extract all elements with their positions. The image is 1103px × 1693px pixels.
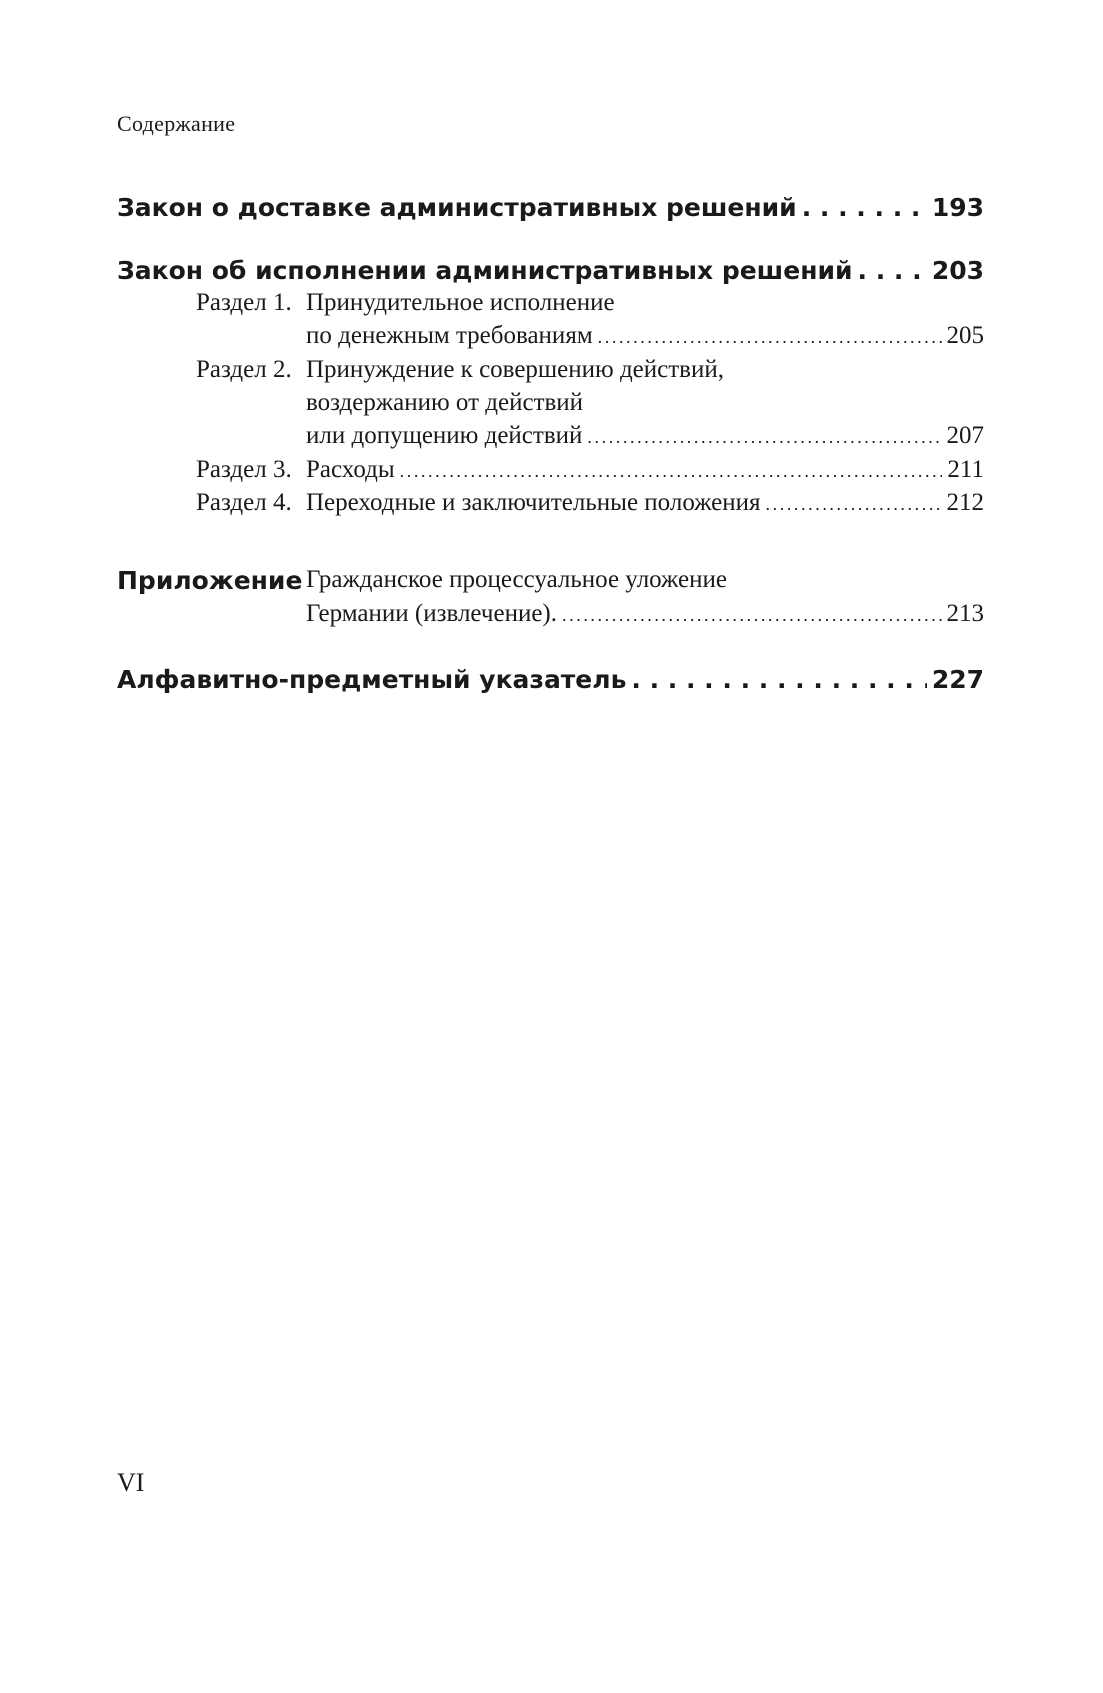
toc-section-title-line: по денежным требованиям bbox=[306, 322, 593, 349]
toc-section-title-line: или допущению действий bbox=[306, 422, 583, 449]
toc-section-page: 207 bbox=[946, 422, 984, 449]
toc-entry-enforcement-law[interactable] bbox=[117, 256, 984, 285]
toc-entry-page: 193 bbox=[931, 193, 984, 222]
toc-entry-page: 203 bbox=[931, 256, 984, 285]
dot-leader bbox=[631, 665, 926, 694]
toc-section-title-line: Переходные и заключительные положения bbox=[306, 489, 761, 516]
toc-section-label: Раздел 2. bbox=[196, 356, 292, 383]
toc-entry-title: Алфавитно-предметный указатель bbox=[117, 665, 627, 694]
toc-section-title-line[interactable]: Принуждение к совершению действий, bbox=[306, 356, 724, 383]
dot-leader bbox=[598, 327, 942, 348]
toc-section-3[interactable] bbox=[306, 456, 984, 484]
toc-section-label: Раздел 4. bbox=[196, 489, 292, 516]
dot-leader bbox=[858, 256, 927, 285]
toc-appendix-title-line[interactable]: Гражданское процессуальное уложение bbox=[306, 566, 727, 593]
toc-entry-title: Закон о доставке административных решений bbox=[117, 193, 797, 222]
toc-appendix-page: 213 bbox=[946, 600, 984, 627]
toc-section-page: 211 bbox=[947, 456, 984, 483]
toc-section-title-line[interactable]: воздержанию от действий bbox=[306, 389, 584, 416]
toc-section-4[interactable] bbox=[306, 489, 984, 517]
dot-leader bbox=[587, 427, 941, 448]
toc-entry-delivery-law[interactable] bbox=[117, 193, 984, 222]
toc-section-title-line: Расходы bbox=[306, 456, 395, 483]
toc-section-2[interactable] bbox=[306, 422, 984, 450]
page-folio: VI bbox=[117, 1468, 145, 1497]
toc-appendix-label: Приложение bbox=[117, 566, 303, 595]
toc-entry-subject-index[interactable] bbox=[117, 665, 984, 694]
toc-entry-page: 227 bbox=[931, 665, 984, 694]
dot-leader bbox=[802, 193, 927, 222]
toc-section-page: 205 bbox=[946, 322, 984, 349]
toc-section-title-line[interactable]: Принудительное исполнение bbox=[306, 289, 615, 316]
dot-leader bbox=[562, 605, 941, 626]
toc-entry-title: Закон об исполнении административных решений bbox=[117, 256, 853, 285]
toc-appendix-title-line: Германии (извлечение). bbox=[306, 600, 558, 627]
running-head: Содержание bbox=[117, 111, 236, 136]
toc-section-page: 212 bbox=[946, 489, 984, 516]
toc-section-1[interactable] bbox=[306, 322, 984, 350]
toc-appendix-entry[interactable] bbox=[306, 600, 984, 628]
dot-leader bbox=[400, 461, 943, 482]
toc-section-label: Раздел 3. bbox=[196, 456, 292, 483]
dot-leader bbox=[766, 494, 942, 515]
toc-section-label: Раздел 1. bbox=[196, 289, 292, 316]
